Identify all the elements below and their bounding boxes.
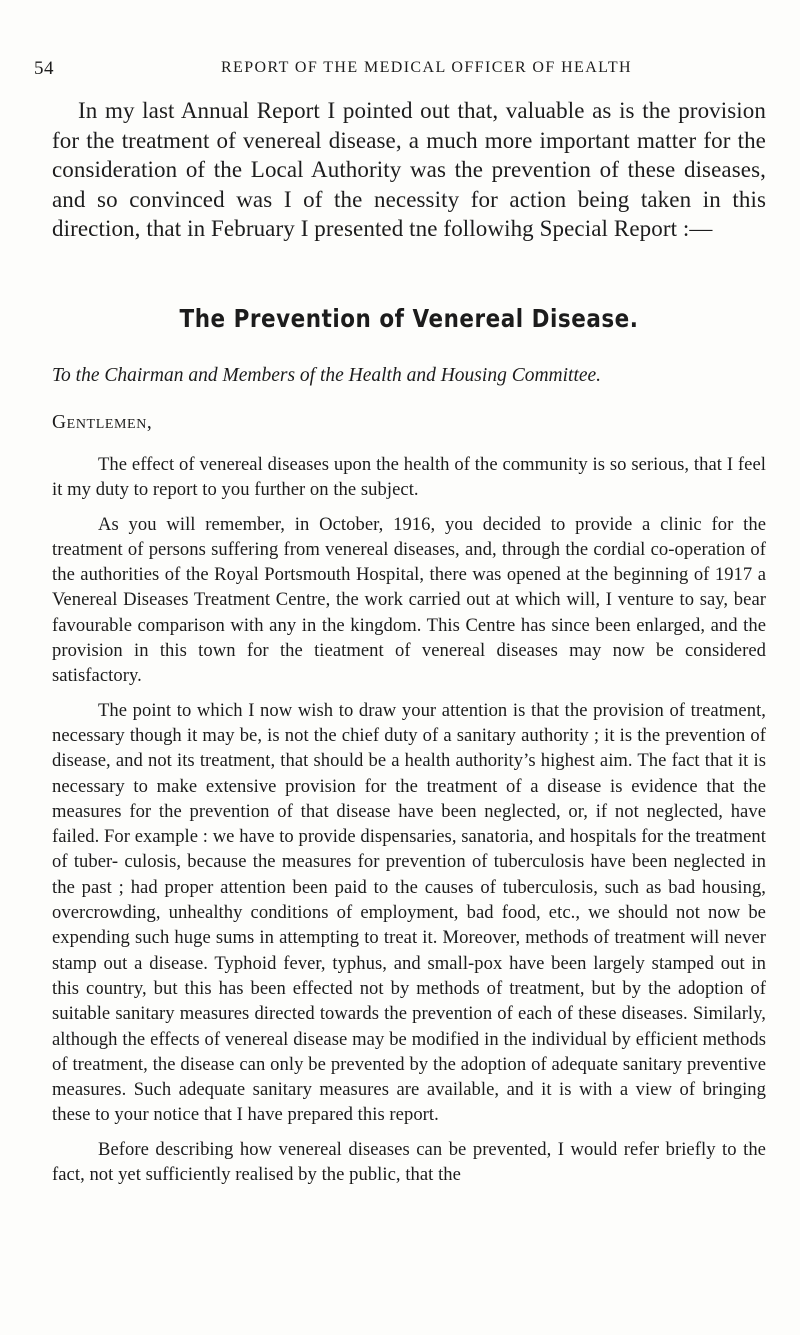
section-heading: The Prevention of Venereal Disease. <box>179 304 639 333</box>
body-paragraph: The effect of venereal diseases upon the health of the community is so serious, that I feel it my duty to report to you further on the subject. <box>52 454 766 501</box>
body-paragraph: The point to which I now wish to draw your attention is that the provision of treatment, necessary though it may be, is not the chief duty of a sanitary authority ; it is the prevention of disease, and not its treatment, that should be a health authority’s highest aim. The fact that it is necessary to make extensive provision for the treatment of a disease is evidence that the measures for the prevention of that disease have been neglected, or, if not neglected, have failed. For example : we have to provide dispensaries, sanatoria, and hospitals for the treatment of tuber- culosis, because the measures for prevention of tuberculosis have been neglected in the past ; had proper attention been paid to the causes of tuberculosis, such as bad housing, overcrowding, unhealthy conditions of employment, bad food, etc., we should not now be expending such huge sums in attempting to treat it. Moreover, methods of treatment will never stamp out a disease. Typhoid fever, typhus, and small-pox have been largely stamped out in this country, but this has been effected not by methods of treatment, but by the adoption of suitable sanitary measures directed towards the prevention of each of these diseases. Similarly, although the effects of venereal disease may be modified in the individual by efficient methods of treatment, the disease can only be prevented by the adoption of adequate sanitary preventive measures. Such adequate sanitary measures are available, and it is with a view of bringing these to your notice that I have prepared this report. <box>52 699 766 1126</box>
body-paragraph: As you will remember, in October, 1916, you decided to provide a clinic for the treatment of persons suffering from venereal diseases, and, through the cordial co-operation of the authorities of the Royal Portsmouth Hospital, there was opened at the beginning of 1917 a Venereal Diseases Treatment Centre, the work carried out at which will, I venture to say, bear favourable comparison with any in the kingdom. This Centre has since been enlarged, and the provision in this town for the tieatment of venereal diseases may now be considered satisfactory. <box>52 513 766 687</box>
page-number: 54 <box>34 58 54 79</box>
body-paragraph: Before describing how venereal diseases can be prevented, I would refer briefly to the fact, not yet sufficiently realised by the public, that the <box>52 1138 766 1186</box>
running-header <box>34 58 764 82</box>
salutation: Gentlemen, <box>52 412 153 433</box>
running-header-title: REPORT OF THE MEDICAL OFFICER OF HEALTH <box>220 59 632 76</box>
report-body <box>52 452 766 1196</box>
addressee-line: To the Chairman and Members of the Health and Housing Committee. <box>52 365 602 386</box>
intro-paragraph: In my last Annual Report I pointed out that, valuable as is the provision for the treatment of venereal disease, a much more important matter for the consideration of the Local Authority was the prevention of these diseases, and so convinced was I of the necessity for action being taken in this direction, that in February I presented tne followihg Special Report :— <box>52 98 766 242</box>
